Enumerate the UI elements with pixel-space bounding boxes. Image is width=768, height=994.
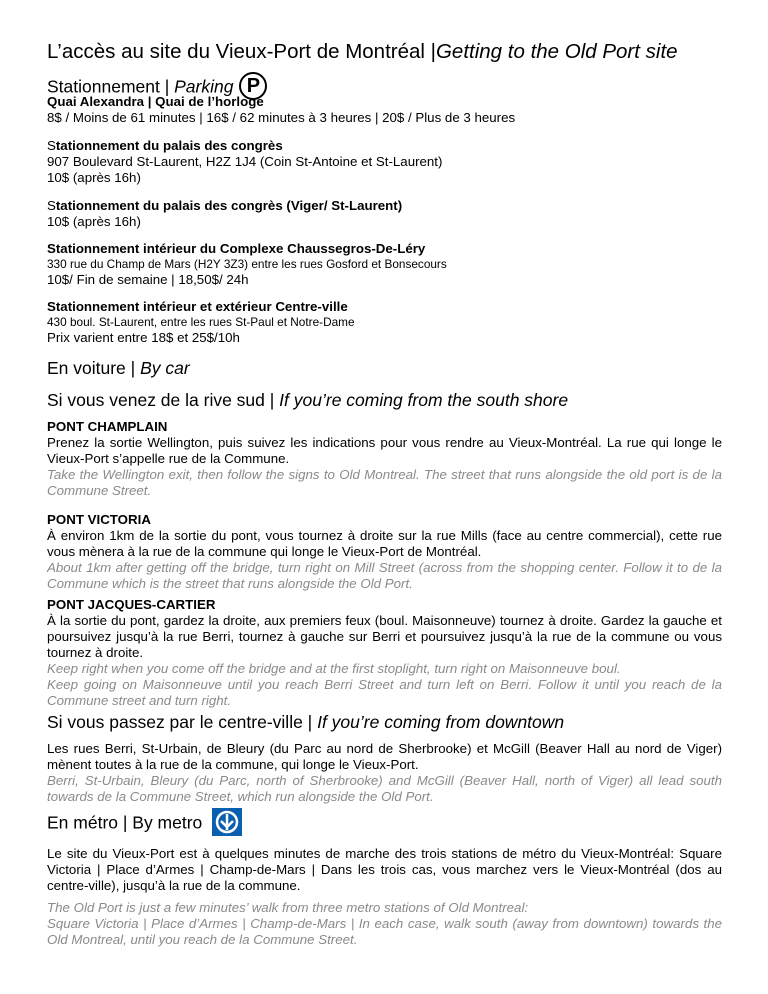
downtown-section xyxy=(47,712,722,733)
metro-text: Le site du Vieux-Port est à quelques minutes de marche des trois stations de métro du Vieux-Montréal: Square Victoria | Place d’Armes | Champ-de-Mars | Dans les trois cas, vous marchez vers le Vieux-Montréal (dos au centre-ville), jusqu’à la rue de la commune. xyxy=(47,846,722,893)
parking-item: Stationnement intérieur du Complexe Chaussegros-De-Léry 330 rue du Champ de Mars (H2Y 3Z3) entre les rues Gosford et Bonsecours 10$/ Fin de semaine | 18,50$/ 24h xyxy=(47,241,447,287)
parking-item: Quai Alexandra | Quai de l’horloge 8$ / Moins de 61 minutes | 16$ / 62 minutes à 3 heures | 20$ / Plus de 3 heures xyxy=(47,94,516,125)
bridge-victoria: PONT VICTORIA À environ 1km de la sortie du pont, vous tournez à droite sur la rue Mills (face au centre commercial), cette rue vous mènera à la rue de la commune qui longe le Vieux-Port de Montréal. About 1km after getting off the bridge, turn right on Mill Street (across from the shopping center. Follow it to de la Commune which is the street that runs alongside the Old Port. xyxy=(47,512,722,591)
metro-heading: En métro | By metro xyxy=(47,810,722,838)
parking-item: Stationnement intérieur et extérieur Centre-ville 430 boul. St-Laurent, entre les rues St-Paul et Notre-Dame Prix varient entre 18$ et 25$/10h xyxy=(47,299,355,345)
downtown-heading: Si vous passez par le centre-ville | If you’re coming from downtown xyxy=(47,712,565,732)
car-section xyxy=(47,358,722,379)
bridge-champlain: PONT CHAMPLAIN Prenez la sortie Wellington, puis suivez les indications pour vous rendre au Vieux-Montréal. La rue qui longe le Vieux-Port s’appelle rue de la Commune. Take the Wellington exit, then follow the signs to Old Montreal. The street that runs alongside the old port is de la Commune Street. xyxy=(47,419,722,498)
page-title xyxy=(47,40,678,64)
metro-icon xyxy=(212,808,242,836)
title-fr: L’accès au site du Vieux-Port de Montréal | xyxy=(47,40,436,63)
south-shore-heading: Si vous venez de la rive sud | If you’re coming from the south shore xyxy=(47,390,569,410)
parking-icon: P xyxy=(239,72,267,100)
title-en: Getting to the Old Port site xyxy=(435,40,678,63)
parking-item: Stationnement du palais des congrès (Viger/ St-Laurent) 10$ (après 16h) xyxy=(47,198,403,229)
parking-heading: Stationnement | Parking P xyxy=(47,74,722,102)
car-heading: En voiture | By car xyxy=(47,358,190,378)
metro-text-en: The Old Port is just a few minutes’ walk from three metro stations of Old Montreal: Square Victoria | Place d’Armes | Champ-de-Mars | In each case, walk south (away from downtown) towards the Old Montreal, until you reach de la Commune Street. xyxy=(47,900,722,947)
south-shore-section xyxy=(47,390,722,411)
parking-item: Stationnement du palais des congrès 907 Boulevard St-Laurent, H2Z 1J4 (Coin St-Antoine et St-Laurent) 10$ (après 16h) xyxy=(47,138,443,185)
bridge-jacques-cartier: PONT JACQUES-CARTIER À la sortie du pont, gardez la droite, aux premiers feux (boul. Maisonneuve) tournez à droite. Gardez la gauche et poursuivez jusqu’à la rue Berri, tournez à gauche sur Berri et poursuivez jusqu’à la rue de la commune ou vous tournez à droite. Keep right when you come off the bridge and at the first stoplight, turn right on Maisonneuve boul. Keep going on Maisonneuve until you reach Berri Street and turn left on Berri. Follow it until you reach de la Commune street and turn right. xyxy=(47,597,722,708)
downtown-text: Les rues Berri, St-Urbain, de Bleury (du Parc au nord de Sherbrooke) et McGill (Beaver Hall au nord de Viger) mènent toutes à la rue de la commune, qui longe le Vieux-Port. Berri, St-Urbain, Bleury (du Parc, north of Sherbrooke) and McGill (Beaver Hall, north of Viger) all lead south towards de la Commune Street, which run alongside the Old Port. xyxy=(47,741,722,804)
metro-section xyxy=(47,810,722,838)
